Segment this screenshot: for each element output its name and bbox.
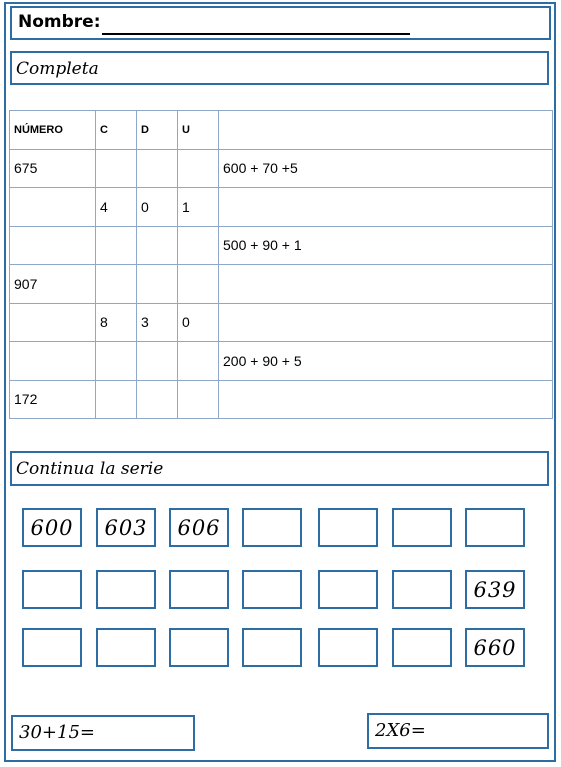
table-row <box>10 303 553 342</box>
series-box[interactable] <box>96 570 156 609</box>
col-header-numero: NÚMERO <box>10 111 96 150</box>
cell-decomposition[interactable] <box>219 303 553 342</box>
cell-c[interactable] <box>96 380 137 419</box>
cell-d[interactable] <box>137 226 178 265</box>
cell-u[interactable] <box>178 226 219 265</box>
cell-d[interactable] <box>137 342 178 381</box>
table-row <box>10 342 553 381</box>
table-header-row <box>10 111 553 150</box>
cell-numero[interactable] <box>10 226 96 265</box>
series-box[interactable]: 660 <box>465 628 525 667</box>
cell-d[interactable]: 3 <box>137 303 178 342</box>
cell-d[interactable] <box>137 149 178 188</box>
cell-c[interactable]: 4 <box>96 188 137 227</box>
serie-title: Continua la serie <box>16 459 164 479</box>
col-header-c: C <box>96 111 137 150</box>
col-header-u: U <box>178 111 219 150</box>
series-box[interactable] <box>392 570 452 609</box>
table-row <box>10 265 553 304</box>
place-value-table <box>9 110 553 419</box>
series-box[interactable] <box>22 628 82 667</box>
name-box <box>10 6 551 40</box>
cell-d[interactable] <box>137 380 178 419</box>
series-box[interactable] <box>392 628 452 667</box>
cell-c[interactable] <box>96 265 137 304</box>
cell-d[interactable] <box>137 265 178 304</box>
cell-decomposition[interactable] <box>219 380 553 419</box>
cell-d[interactable]: 0 <box>137 188 178 227</box>
series-box[interactable] <box>242 570 302 609</box>
cell-decomposition[interactable] <box>219 265 553 304</box>
product-exercise-box[interactable] <box>367 713 549 749</box>
cell-numero[interactable]: 907 <box>10 265 96 304</box>
series-box[interactable] <box>96 628 156 667</box>
series-box[interactable] <box>392 508 452 547</box>
cell-numero[interactable] <box>10 303 96 342</box>
cell-u[interactable] <box>178 265 219 304</box>
table-row <box>10 226 553 265</box>
series-box[interactable] <box>318 508 378 547</box>
cell-u[interactable] <box>178 149 219 188</box>
cell-c[interactable] <box>96 342 137 381</box>
name-line <box>102 33 410 35</box>
cell-u[interactable] <box>178 380 219 419</box>
series-box[interactable] <box>465 508 525 547</box>
series-box[interactable]: 600 <box>22 508 82 547</box>
serie-title-box <box>10 451 549 486</box>
cell-numero[interactable]: 172 <box>10 380 96 419</box>
cell-decomposition[interactable] <box>219 188 553 227</box>
product-exercise: 2X6= <box>375 720 426 741</box>
series-box[interactable] <box>169 570 229 609</box>
cell-decomposition[interactable]: 200 + 90 + 5 <box>219 342 553 381</box>
series-box[interactable] <box>242 628 302 667</box>
series-box[interactable] <box>242 508 302 547</box>
sum-exercise-box[interactable] <box>11 715 195 751</box>
cell-decomposition[interactable]: 600 + 70 +5 <box>219 149 553 188</box>
cell-numero[interactable]: 675 <box>10 149 96 188</box>
col-header-d: D <box>137 111 178 150</box>
table-row <box>10 149 553 188</box>
col-header-decomposition <box>219 111 553 150</box>
cell-numero[interactable] <box>10 342 96 381</box>
cell-decomposition[interactable]: 500 + 90 + 1 <box>219 226 553 265</box>
table-row <box>10 380 553 419</box>
cell-c[interactable] <box>96 226 137 265</box>
cell-numero[interactable] <box>10 188 96 227</box>
series-box[interactable]: 603 <box>96 508 156 547</box>
series-box[interactable]: 606 <box>169 508 229 547</box>
name-label: Nombre: <box>18 12 101 32</box>
series-box[interactable]: 639 <box>465 570 525 609</box>
series-box[interactable] <box>22 570 82 609</box>
series-box[interactable] <box>318 570 378 609</box>
cell-u[interactable]: 1 <box>178 188 219 227</box>
completa-title-box <box>10 51 549 85</box>
table-row <box>10 188 553 227</box>
series-box[interactable] <box>169 628 229 667</box>
cell-c[interactable]: 8 <box>96 303 137 342</box>
cell-c[interactable] <box>96 149 137 188</box>
cell-u[interactable]: 0 <box>178 303 219 342</box>
series-box[interactable] <box>318 628 378 667</box>
cell-u[interactable] <box>178 342 219 381</box>
completa-title: Completa <box>16 59 99 79</box>
sum-exercise: 30+15= <box>19 722 95 743</box>
